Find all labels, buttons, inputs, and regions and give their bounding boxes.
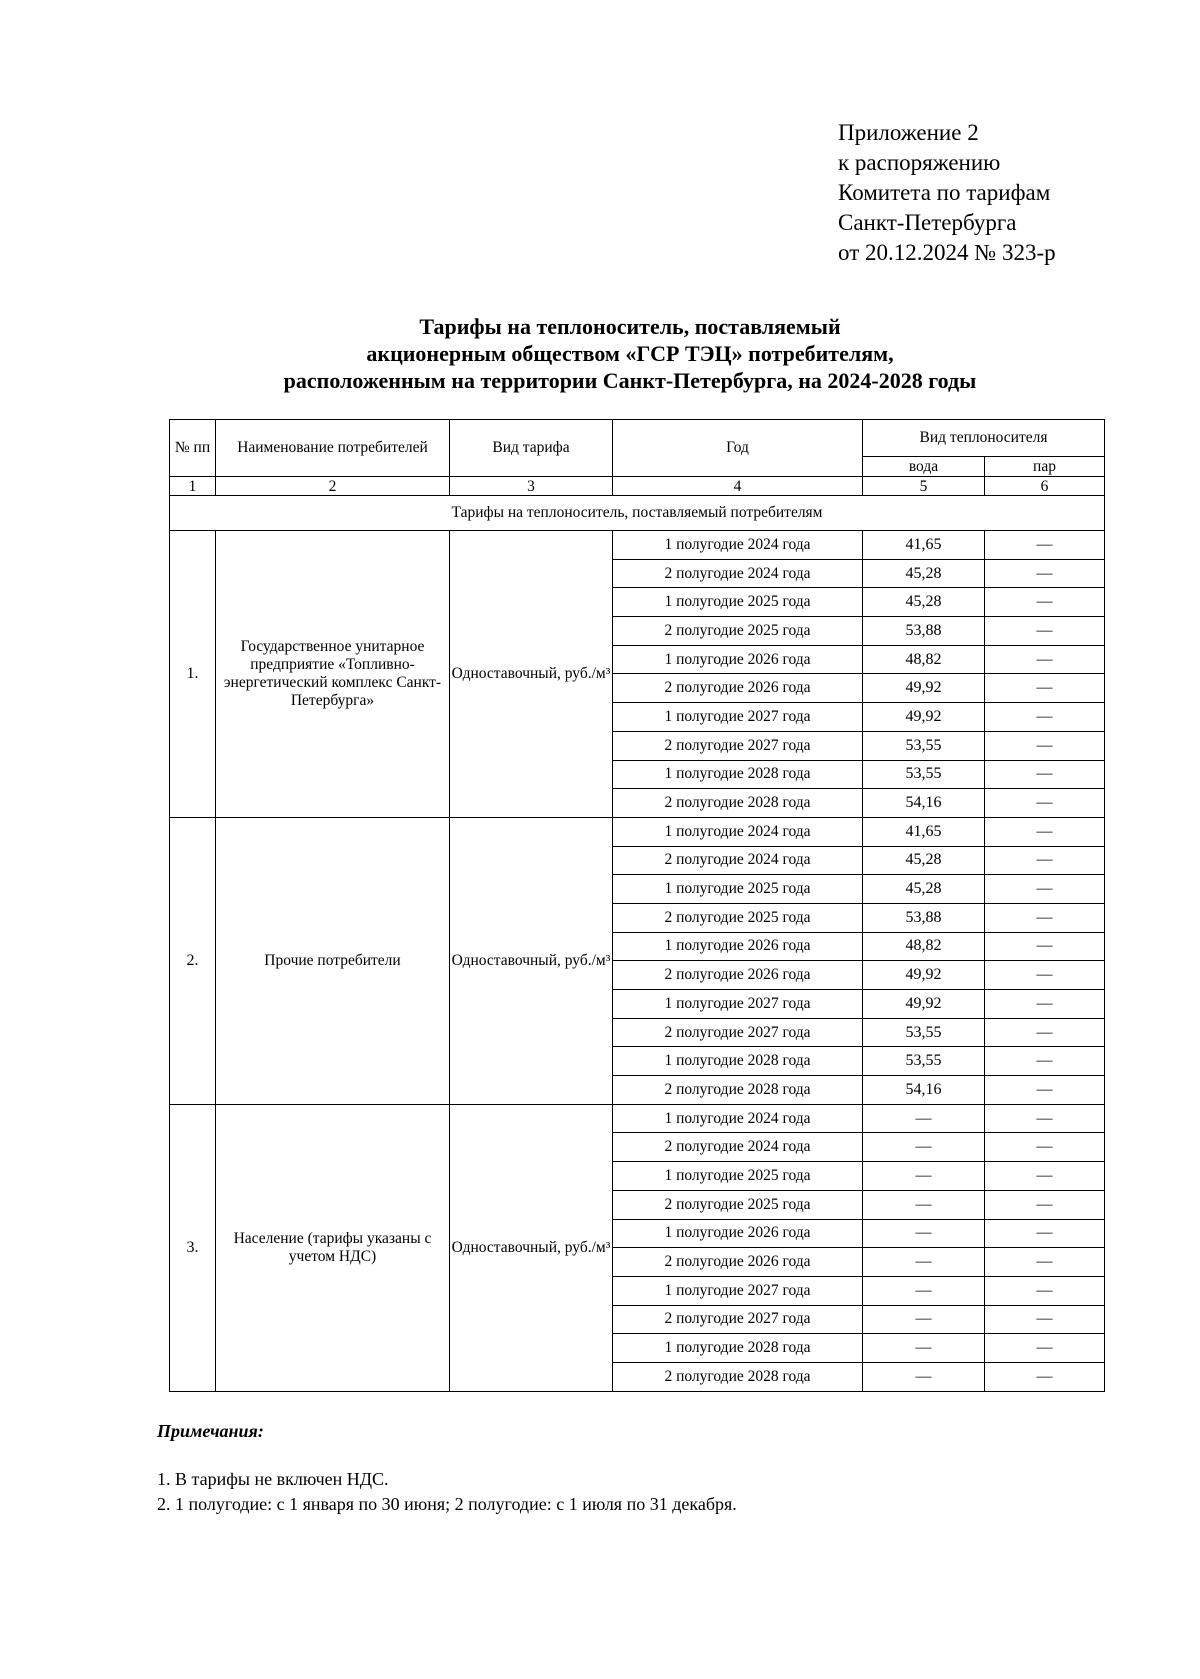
period: 1 полугодие 2024 года <box>613 1104 863 1133</box>
period: 2 полугодие 2026 года <box>613 674 863 703</box>
period: 1 полугодие 2028 года <box>613 760 863 789</box>
period: 1 полугодие 2026 года <box>613 1219 863 1248</box>
water-tariff: — <box>863 1362 985 1391</box>
steam-tariff: — <box>985 531 1105 560</box>
note-item: 1. В тарифы не включен НДС. <box>157 1469 389 1489</box>
row-number: 2. <box>170 817 216 1104</box>
appendix-line: к распоряжению <box>838 150 1001 175</box>
table-row <box>170 1104 1105 1133</box>
notes-title: Примечания: <box>157 1421 264 1441</box>
water-tariff: 49,92 <box>863 703 985 732</box>
water-tariff: 45,28 <box>863 588 985 617</box>
period: 1 полугодие 2025 года <box>613 1162 863 1191</box>
water-tariff: — <box>863 1162 985 1191</box>
steam-tariff: — <box>985 903 1105 932</box>
tariff-type: Одноставочный, руб./м³ <box>450 817 613 1104</box>
steam-tariff: — <box>985 1047 1105 1076</box>
steam-tariff: — <box>985 789 1105 818</box>
table-row <box>170 531 1105 560</box>
steam-tariff: — <box>985 1305 1105 1334</box>
period: 1 полугодие 2024 года <box>613 817 863 846</box>
header-year: Год <box>613 420 863 477</box>
water-tariff: — <box>863 1334 985 1363</box>
header-carrier: Вид теплоносителя <box>863 420 1105 457</box>
water-tariff: — <box>863 1190 985 1219</box>
period: 2 полугодие 2027 года <box>613 1305 863 1334</box>
period: 2 полугодие 2028 года <box>613 789 863 818</box>
water-tariff: 53,88 <box>863 617 985 646</box>
steam-tariff: — <box>985 1162 1105 1191</box>
period: 1 полугодие 2028 года <box>613 1334 863 1363</box>
column-number: 5 <box>863 477 985 496</box>
water-tariff: 53,55 <box>863 1018 985 1047</box>
water-tariff: 54,16 <box>863 1076 985 1105</box>
water-tariff: 41,65 <box>863 817 985 846</box>
column-number: 1 <box>170 477 216 496</box>
steam-tariff: — <box>985 1190 1105 1219</box>
steam-tariff: — <box>985 1362 1105 1391</box>
notes-list <box>157 1467 737 1517</box>
water-tariff: — <box>863 1248 985 1277</box>
tariffs-table <box>169 419 1105 1392</box>
row-number: 3. <box>170 1104 216 1391</box>
water-tariff: 45,28 <box>863 875 985 904</box>
water-tariff: — <box>863 1276 985 1305</box>
steam-tariff: — <box>985 1133 1105 1162</box>
column-number: 3 <box>450 477 613 496</box>
header-consumer: Наименование потребителей <box>216 420 450 477</box>
appendix-line: Комитета по тарифам <box>838 180 1051 205</box>
steam-tariff: — <box>985 1334 1105 1363</box>
column-number: 4 <box>613 477 863 496</box>
period: 1 полугодие 2027 года <box>613 1276 863 1305</box>
steam-tariff: — <box>985 1219 1105 1248</box>
period: 2 полугодие 2027 года <box>613 731 863 760</box>
period: 2 полугодие 2027 года <box>613 1018 863 1047</box>
water-tariff: — <box>863 1104 985 1133</box>
period: 2 полугодие 2025 года <box>613 617 863 646</box>
steam-tariff: — <box>985 817 1105 846</box>
period: 2 полугодие 2028 года <box>613 1076 863 1105</box>
water-tariff: 49,92 <box>863 990 985 1019</box>
water-tariff: — <box>863 1219 985 1248</box>
water-tariff: 49,92 <box>863 674 985 703</box>
section-title: Тарифы на теплоноситель, поставляемый потребителям <box>170 496 1105 531</box>
steam-tariff: — <box>985 588 1105 617</box>
steam-tariff: — <box>985 617 1105 646</box>
title-line: акционерным обществом «ГСР ТЭЦ» потребителям, <box>366 341 894 366</box>
steam-tariff: — <box>985 1076 1105 1105</box>
water-tariff: — <box>863 1133 985 1162</box>
consumer-name: Население (тарифы указаны с учетом НДС) <box>216 1104 450 1391</box>
tariff-type: Одноставочный, руб./м³ <box>450 531 613 818</box>
table-row <box>170 817 1105 846</box>
water-tariff: 48,82 <box>863 932 985 961</box>
steam-tariff: — <box>985 1104 1105 1133</box>
water-tariff: 54,16 <box>863 789 985 818</box>
period: 1 полугодие 2025 года <box>613 588 863 617</box>
water-tariff: 45,28 <box>863 846 985 875</box>
steam-tariff: — <box>985 846 1105 875</box>
consumer-name: Прочие потребители <box>216 817 450 1104</box>
period: 1 полугодие 2025 года <box>613 875 863 904</box>
water-tariff: 49,92 <box>863 961 985 990</box>
steam-tariff: — <box>985 1248 1105 1277</box>
header-water: вода <box>863 457 985 477</box>
period: 2 полугодие 2025 года <box>613 1190 863 1219</box>
water-tariff: — <box>863 1305 985 1334</box>
column-number: 2 <box>216 477 450 496</box>
period: 2 полугодие 2024 года <box>613 1133 863 1162</box>
steam-tariff: — <box>985 703 1105 732</box>
note-item: 2. 1 полугодие: с 1 января по 30 июня; 2 полугодие: с 1 июля по 31 декабря. <box>157 1494 737 1514</box>
tariff-type: Одноставочный, руб./м³ <box>450 1104 613 1391</box>
period: 2 полугодие 2028 года <box>613 1362 863 1391</box>
period: 2 полугодие 2025 года <box>613 903 863 932</box>
column-number: 6 <box>985 477 1105 496</box>
period: 2 полугодие 2024 года <box>613 846 863 875</box>
period: 2 полугодие 2026 года <box>613 961 863 990</box>
period: 1 полугодие 2026 года <box>613 932 863 961</box>
period: 1 полугодие 2028 года <box>613 1047 863 1076</box>
water-tariff: 53,55 <box>863 731 985 760</box>
appendix-line: Санкт-Петербурга <box>838 210 1017 235</box>
steam-tariff: — <box>985 990 1105 1019</box>
period: 2 полугодие 2026 года <box>613 1248 863 1277</box>
period: 2 полугодие 2024 года <box>613 559 863 588</box>
water-tariff: 41,65 <box>863 531 985 560</box>
steam-tariff: — <box>985 559 1105 588</box>
steam-tariff: — <box>985 674 1105 703</box>
period: 1 полугодие 2027 года <box>613 990 863 1019</box>
header-steam: пар <box>985 457 1105 477</box>
period: 1 полугодие 2024 года <box>613 531 863 560</box>
appendix-line: Приложение 2 <box>838 120 979 145</box>
steam-tariff: — <box>985 1276 1105 1305</box>
period: 1 полугодие 2026 года <box>613 645 863 674</box>
water-tariff: 48,82 <box>863 645 985 674</box>
steam-tariff: — <box>985 932 1105 961</box>
water-tariff: 53,55 <box>863 1047 985 1076</box>
document-title <box>150 313 1110 394</box>
title-line: Тарифы на теплоноситель, поставляемый <box>419 314 841 339</box>
steam-tariff: — <box>985 961 1105 990</box>
steam-tariff: — <box>985 731 1105 760</box>
header-tariff-type: Вид тарифа <box>450 420 613 477</box>
water-tariff: 53,55 <box>863 760 985 789</box>
steam-tariff: — <box>985 875 1105 904</box>
steam-tariff: — <box>985 760 1105 789</box>
title-line: расположенным на территории Санкт-Петербурга, на 2024-2028 годы <box>283 368 977 393</box>
header-num: № пп <box>170 420 216 477</box>
period: 1 полугодие 2027 года <box>613 703 863 732</box>
steam-tariff: — <box>985 645 1105 674</box>
appendix-line: от 20.12.2024 № 323-р <box>838 240 1056 265</box>
row-number: 1. <box>170 531 216 818</box>
water-tariff: 45,28 <box>863 559 985 588</box>
consumer-name: Государственное унитарное предприятие «Топливно-энергетический комплекс Санкт-Петербурга» <box>216 531 450 818</box>
water-tariff: 53,88 <box>863 903 985 932</box>
appendix-header <box>838 118 1056 268</box>
steam-tariff: — <box>985 1018 1105 1047</box>
